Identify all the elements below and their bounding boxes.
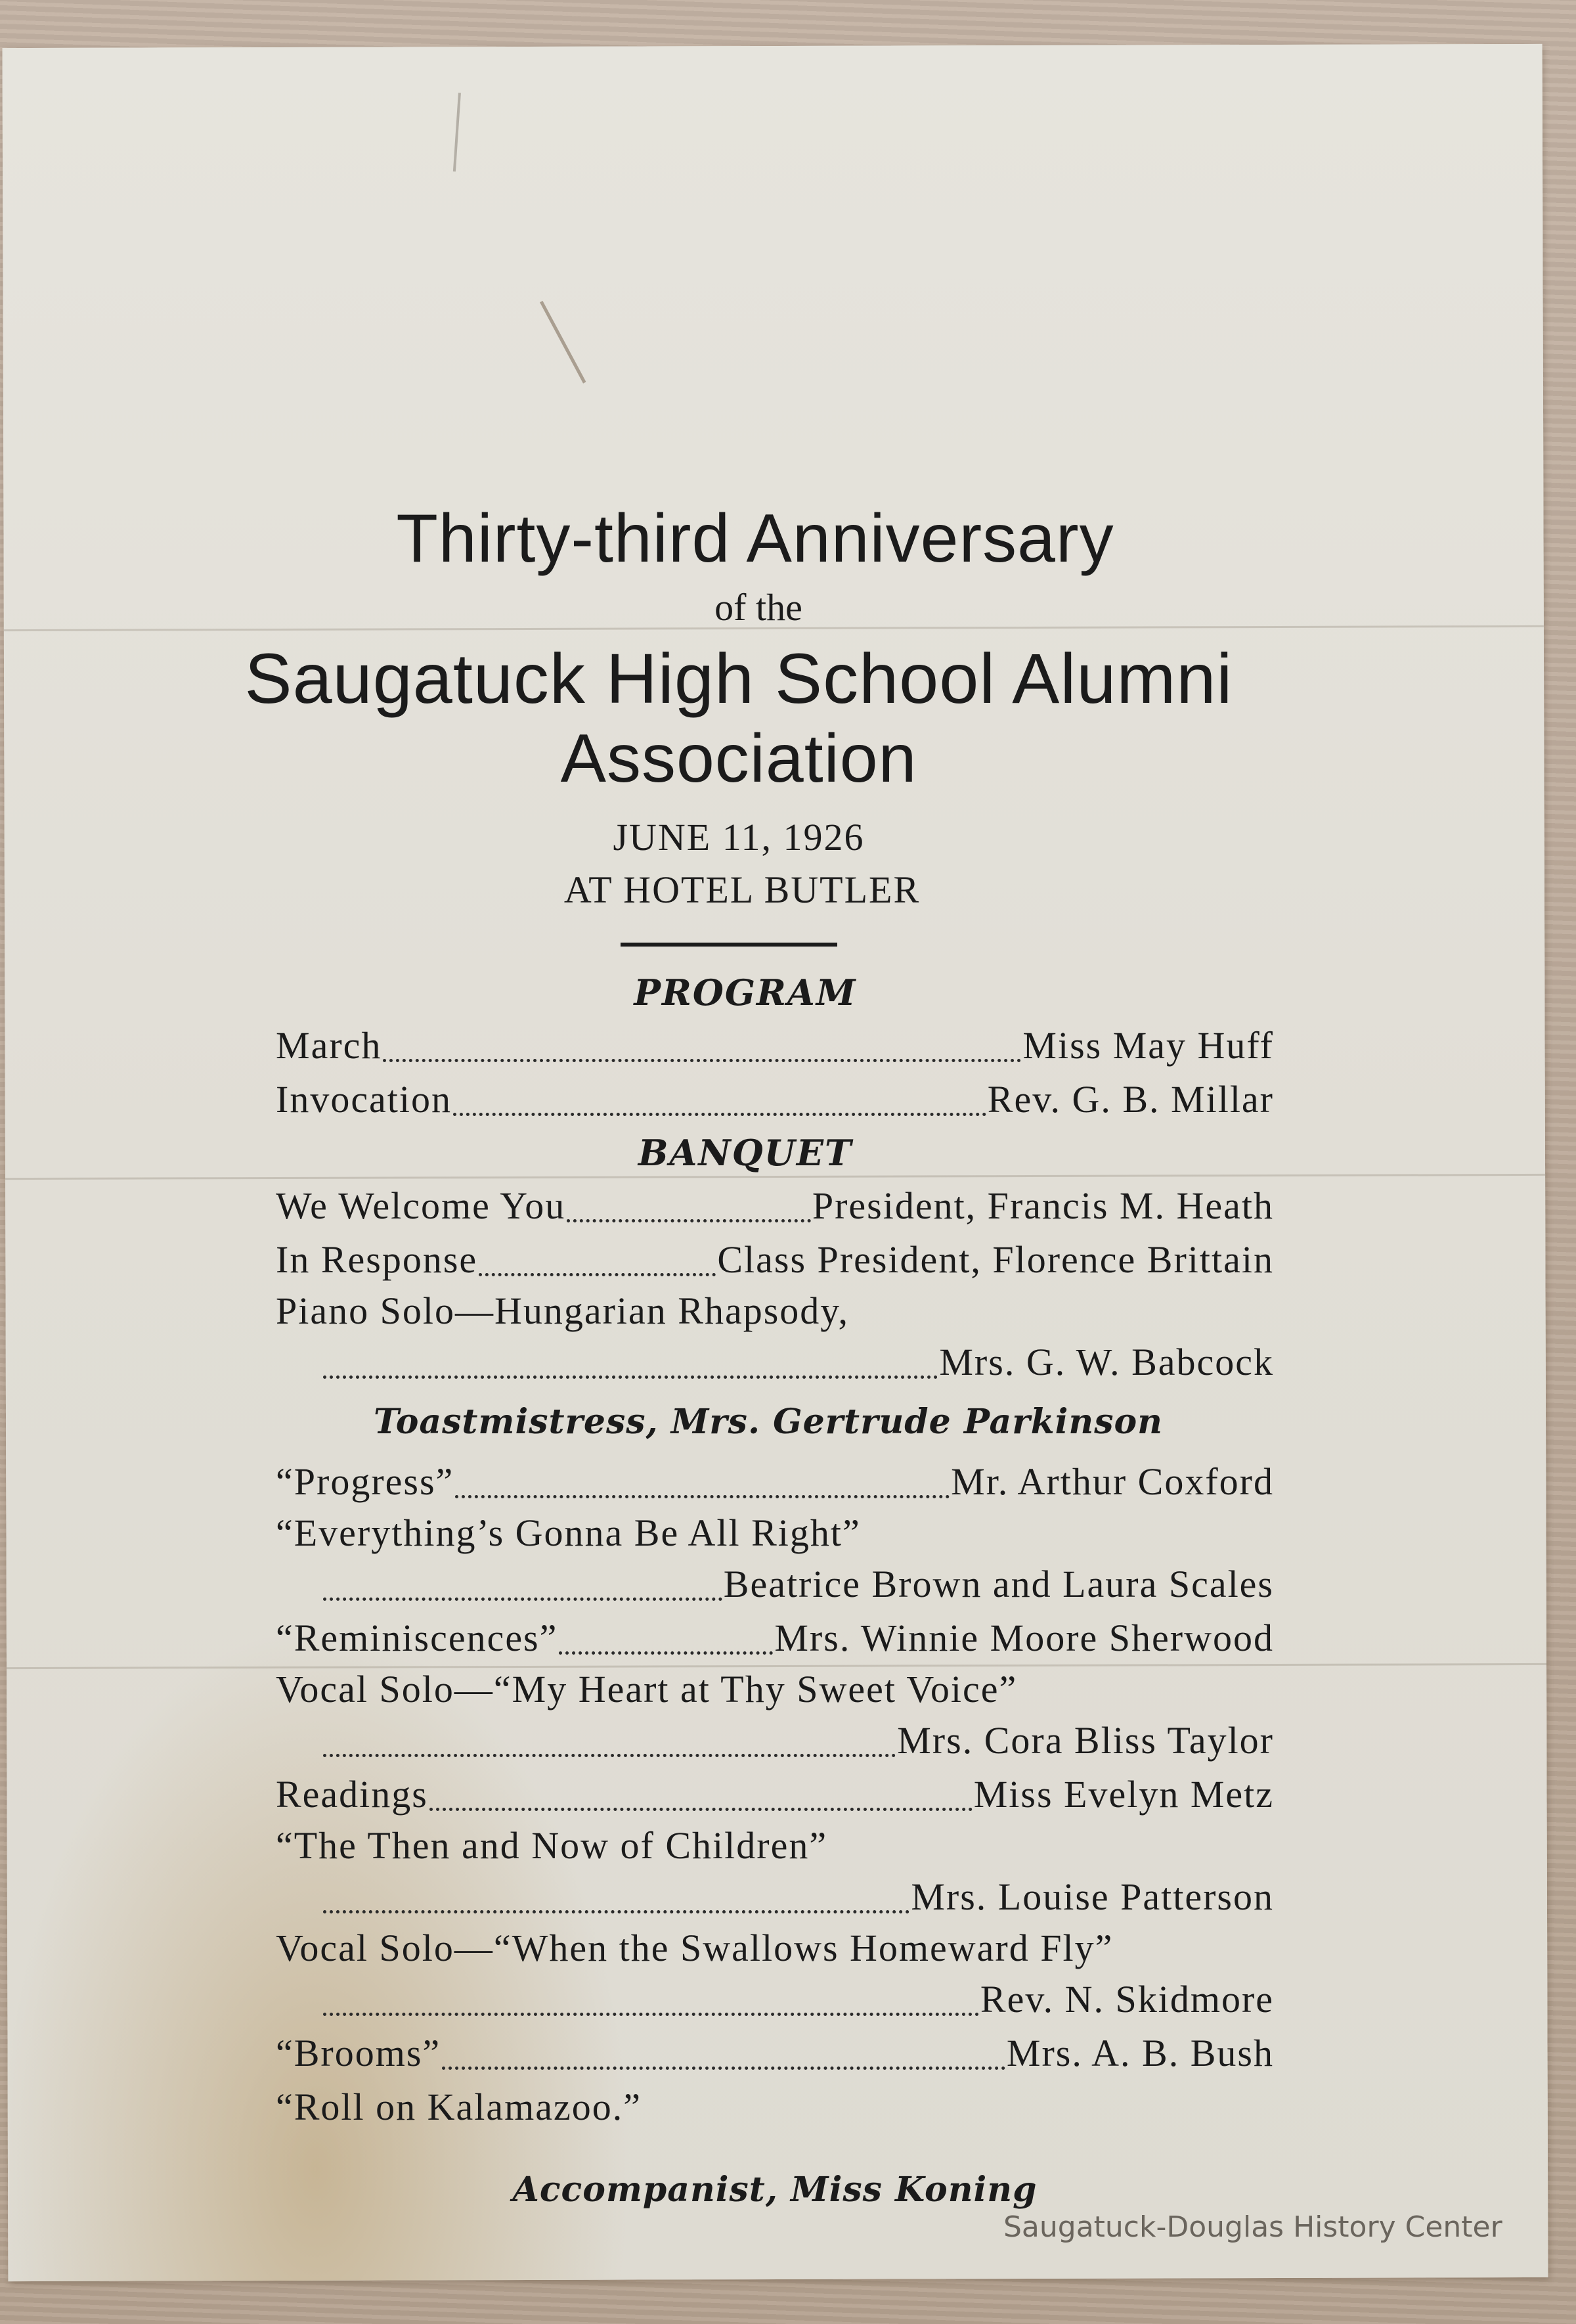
item-title: “Reminiscences” <box>276 1617 558 1659</box>
item-performer: Mrs. Winnie Moore Sherwood <box>774 1617 1274 1659</box>
item-title: March <box>276 1024 382 1067</box>
item-performer: President, Francis M. Heath <box>812 1184 1274 1227</box>
watermark: Saugatuck-Douglas History Center <box>1003 2210 1502 2244</box>
paper-tear <box>453 93 461 171</box>
toast-item <box>276 1611 1274 1665</box>
item-title: Vocal Solo—“My Heart at Thy Sweet Voice” <box>276 1668 1018 1710</box>
item-title: Readings <box>276 1773 428 1816</box>
item-title: “Roll on Kalamazoo.” <box>276 2086 642 2128</box>
dot-leader <box>323 1598 722 1601</box>
dot-leader <box>455 1495 950 1498</box>
item-performer: Class President, Florence Brittain <box>717 1238 1274 1281</box>
dot-leader <box>442 2067 1005 2070</box>
banquet-item <box>276 1179 1274 1233</box>
item-title: Vocal Solo—“When the Swallows Homeward Fly” <box>276 1927 1114 1969</box>
accompanist: Accompanist, Miss Koning <box>512 2170 1038 2210</box>
toast-item-title <box>276 1924 1274 1973</box>
title-line-2: Saugatuck High School Alumni <box>244 638 1233 718</box>
toast-item <box>276 2026 1274 2080</box>
banquet-item <box>276 1233 1274 1287</box>
program-heading: PROGRAM <box>634 972 857 1014</box>
toastmistress: Toastmistress, Mrs. Gertrude Parkinson <box>374 1402 1163 1442</box>
divider-rule <box>621 943 837 947</box>
item-performer: Miss Evelyn Metz <box>973 1773 1274 1816</box>
program-item <box>276 1019 1274 1073</box>
dot-leader <box>429 1808 973 1811</box>
dot-leader <box>323 2013 979 2016</box>
program-item <box>276 1073 1274 1127</box>
dot-leader <box>323 1754 896 1757</box>
item-performer: Beatrice Brown and Laura Scales <box>723 1563 1274 1605</box>
item-title: Invocation <box>276 1078 452 1121</box>
dot-leader <box>323 1375 938 1379</box>
item-title: In Response <box>276 1238 478 1281</box>
item-title: “The Then and Now of Children” <box>276 1824 828 1867</box>
item-performer: Mrs. Louise Patterson <box>911 1875 1274 1918</box>
dot-leader <box>567 1219 811 1222</box>
toast-item-performer-line <box>276 1557 1274 1611</box>
item-title: Piano Solo—Hungarian Rhapsody, <box>276 1289 850 1332</box>
event-venue: AT HOTEL BUTLER <box>563 868 921 911</box>
item-performer: Mrs. Cora Bliss Taylor <box>897 1719 1274 1762</box>
toast-item <box>276 1455 1274 1509</box>
dot-leader <box>559 1651 773 1655</box>
dot-leader <box>323 1910 909 1913</box>
title-line-3: Association <box>560 721 917 797</box>
paper-tear <box>540 301 586 384</box>
program-content <box>244 499 1274 2220</box>
toast-item-performer-line <box>276 1870 1274 1924</box>
title-of: of the <box>714 586 802 629</box>
item-performer: Mr. Arthur Coxford <box>951 1460 1274 1503</box>
toast-item-performer-line <box>276 1973 1274 2026</box>
item-title: “Brooms” <box>276 2032 441 2074</box>
toast-item-title <box>276 1509 1274 1557</box>
title-line-1: Thirty-third Anniversary <box>396 501 1114 577</box>
dot-leader <box>479 1273 716 1276</box>
dot-leader <box>383 1059 1021 1062</box>
toast-item-performer-line <box>276 1714 1274 1768</box>
toast-item <box>276 2080 1274 2134</box>
item-title: “Everything’s Gonna Be All Right” <box>276 1511 861 1554</box>
toast-item <box>276 1768 1274 1821</box>
item-performer: Rev. N. Skidmore <box>980 1978 1274 2021</box>
item-performer: Mrs. G. W. Babcock <box>939 1341 1274 1383</box>
banquet-heading: BANQUET <box>638 1132 853 1174</box>
item-performer: Mrs. A. B. Bush <box>1006 2032 1274 2074</box>
dot-leader <box>453 1113 986 1116</box>
banquet-item-performer-line <box>276 1335 1274 1389</box>
event-date: JUNE 11, 1926 <box>613 816 865 859</box>
toast-item-title <box>276 1821 1274 1870</box>
item-title: “Progress” <box>276 1460 454 1503</box>
banquet-item-title <box>276 1287 1274 1335</box>
item-performer: Miss May Huff <box>1022 1024 1274 1067</box>
item-title: We Welcome You <box>276 1184 566 1227</box>
item-performer: Rev. G. B. Millar <box>987 1078 1274 1121</box>
toast-item-title <box>276 1665 1274 1714</box>
